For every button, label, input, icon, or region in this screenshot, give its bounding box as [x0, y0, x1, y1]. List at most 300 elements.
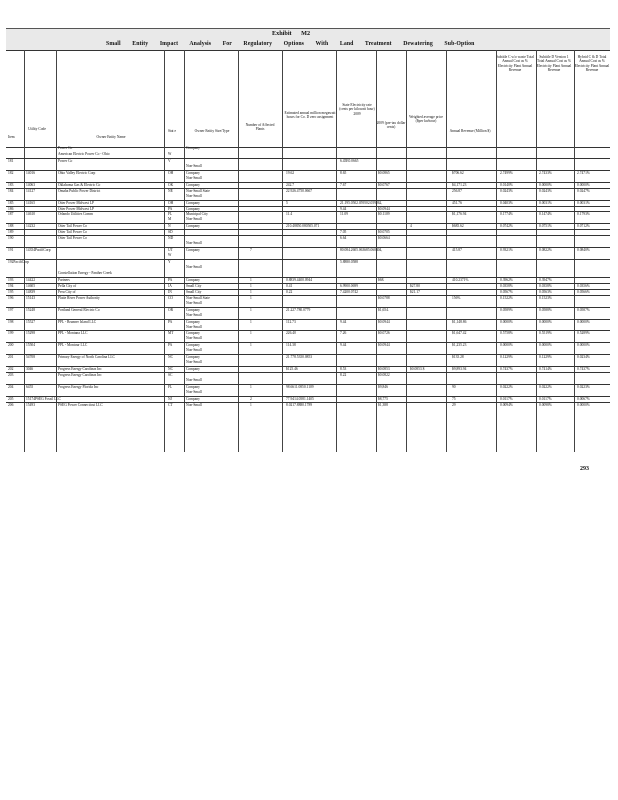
cell-rate: 6.45E0.0665	[340, 158, 359, 163]
table-header	[6, 50, 610, 148]
cell-mwh: $125.46	[286, 367, 298, 372]
cell-state: OR	[168, 307, 173, 312]
cell-h: 0.0000%	[577, 343, 590, 348]
cell-name: American Electric Power Co - Ohio	[58, 151, 110, 156]
cell-code: 15493	[26, 402, 35, 407]
cell-rate: 7.4200.0742	[340, 289, 358, 294]
cell-name: Progress Energy Carolinas Inc	[58, 373, 102, 378]
cell-size: Small City	[186, 283, 202, 288]
table-row	[6, 235, 610, 241]
divider	[282, 50, 283, 452]
cell-name: Pella City of	[58, 283, 77, 288]
cell-c: 0.0358%	[500, 283, 513, 288]
divider	[336, 50, 337, 452]
cell-item: 194	[8, 283, 14, 288]
cell-item: 188	[8, 224, 14, 229]
cell-h: 0.5289%	[577, 331, 590, 336]
cell-plants: 1	[250, 283, 252, 288]
cell-d: 0.0358%	[539, 283, 552, 288]
cell-size: Non-Small	[186, 389, 202, 394]
cell-c: 0.0140%	[500, 182, 513, 187]
cell-name: Peru City of	[58, 289, 76, 294]
cell-code: 14063	[26, 182, 35, 187]
cell-state: V	[168, 158, 171, 163]
cell-state: IA	[168, 283, 172, 288]
cell-state: UT	[168, 248, 173, 253]
header-weighted-price: Weighted average price ($per kwhour)	[409, 115, 443, 124]
cell-item: 205	[8, 396, 14, 401]
cell-rev: 75	[452, 396, 456, 401]
cell-item: 181	[8, 158, 14, 163]
table-row	[6, 182, 610, 187]
cell-item: 186	[8, 206, 14, 211]
cell-h: 0.0067%	[577, 396, 590, 401]
cell-item: 204	[8, 385, 14, 389]
cell-item: 202	[8, 367, 14, 372]
title-band	[6, 28, 610, 51]
cell-code: 15504	[26, 343, 35, 348]
cell-mwh: 0.22	[286, 289, 293, 294]
cell-wp: 4	[410, 224, 412, 229]
table-row	[6, 366, 610, 372]
cell-size: Non-Small	[186, 348, 202, 353]
cell-d: 0.1523%	[539, 295, 552, 300]
cell-item: 187	[8, 212, 14, 217]
cell-rate: 7.67	[340, 182, 347, 187]
cell-item: 198	[8, 319, 14, 324]
cell-rev: $135.28	[452, 355, 464, 360]
cell-pre: $0.0767	[378, 182, 390, 187]
cell-rate: 7.05	[340, 230, 347, 235]
cell-plants: 1	[250, 295, 252, 300]
cell-rate: 9.44	[340, 206, 347, 211]
cell-state: NC	[168, 355, 173, 360]
cell-h: 0.0587%	[577, 307, 590, 312]
cell-name: PPL - Montour LLC	[58, 343, 88, 348]
cell-state: NE	[168, 188, 173, 193]
table-row	[6, 402, 610, 407]
cell-size: Company	[186, 277, 200, 282]
table-row	[6, 295, 610, 300]
table-row	[6, 354, 610, 360]
cell-state: CO	[168, 295, 173, 300]
page-number: 293	[580, 466, 589, 472]
cell-state: FL	[168, 385, 173, 389]
cell-name: Progress Energy Florida Inc	[58, 385, 99, 389]
cell-size: Non-Small	[186, 378, 202, 383]
cell-c: 0.0403%	[500, 200, 513, 205]
cell-name: Orlando Utilities Comm	[58, 212, 93, 217]
cell-state: ND	[168, 236, 174, 241]
divider	[184, 50, 185, 452]
cell-d: 0.7414%	[539, 367, 552, 372]
cell-plants: 1	[250, 289, 252, 294]
cell-pre: $68.	[378, 277, 385, 282]
cell-mwh: 242.7	[286, 182, 295, 187]
cell-plants: 1	[250, 331, 252, 336]
cell-size: Non-Small	[186, 300, 202, 305]
cell-item: 199	[8, 331, 14, 336]
cell-size: Non-Small	[186, 163, 202, 168]
header-owner-size: Owner Entity Size/Type	[194, 129, 230, 133]
cell-item: 197	[8, 307, 14, 312]
table-row	[6, 223, 610, 229]
table-row	[6, 283, 610, 288]
cell-rev: $1,176.94	[452, 212, 467, 217]
table-row	[6, 170, 610, 175]
table-row	[6, 289, 610, 294]
cell-mwh: 210.48850.080505.071	[286, 224, 320, 229]
cell-code: 54708	[26, 355, 35, 360]
table-row	[6, 206, 610, 211]
cell-pre: $0.0822	[378, 373, 390, 378]
cell-name: Otter Tail Power Co	[58, 236, 87, 241]
cell-state: Y	[168, 260, 171, 265]
cell-h: 0.0000%	[577, 402, 590, 407]
divider	[24, 50, 25, 452]
cell-item: 203	[8, 373, 14, 378]
cell-plants: 1	[250, 385, 252, 389]
exhibit-subtitle: Small Entity Impact Analysis For Regulatory Options With Land Treatment Dewatering Sub-Option	[106, 41, 475, 47]
table-row	[6, 188, 610, 193]
cell-name: Oklahoma Gas & Electric Co	[58, 182, 101, 187]
cell-item: 185	[8, 200, 14, 205]
table-row	[6, 259, 610, 265]
header-owner-name: Owner Entity Name	[96, 135, 126, 139]
cell-pre: $0.0726	[378, 331, 390, 336]
cell-d: 0.1229%	[539, 355, 552, 360]
cell-rev: $1,235.23	[452, 343, 467, 348]
cell-state: PA	[168, 277, 173, 282]
cell-pre: $9,846	[378, 385, 388, 389]
cell-d: 0.0243%	[539, 188, 552, 193]
cell-c: 0.0243%	[500, 188, 513, 193]
cell-h: 0.0000%	[577, 319, 590, 324]
cell-state: FL	[168, 212, 173, 217]
cell-mwh: 77.9414.0581.1405	[286, 396, 314, 401]
cell-code: 14839	[26, 289, 35, 294]
cell-state: CT	[168, 402, 173, 407]
cell-state: NC	[168, 367, 173, 372]
cell-size: Company	[186, 170, 200, 175]
cell-size: Non-Small	[186, 265, 202, 269]
cell-plants: 1	[250, 343, 252, 348]
cell-rev: $685.62	[452, 224, 464, 229]
divider	[446, 50, 447, 452]
cell-name: Power Co	[58, 146, 73, 150]
cell-size: Company	[186, 396, 200, 401]
cell-state: SC	[168, 373, 173, 378]
cell-c: 0.0589%	[500, 307, 513, 312]
header-subtitle-d: Subtitle D Version 1 Total Annual Cost as % Electricity Plant Annual Revenue	[536, 55, 572, 72]
table-row	[6, 200, 610, 205]
cell-size: Company	[186, 385, 200, 389]
cell-d: 0.0098%	[539, 402, 552, 407]
cell-rate: 21.195.0502.059502.059262,	[340, 200, 383, 205]
cell-size: Company	[186, 367, 200, 372]
cell-d: 0.0000%	[539, 182, 552, 187]
cell-code: 14016	[26, 170, 35, 175]
cell-c: 0.0000%	[500, 343, 513, 348]
cell-name: Otter Power Midwest LP	[58, 200, 95, 205]
cell-c: 0.1774%	[500, 212, 513, 217]
cell-rate: 5.8880.0588	[340, 260, 358, 265]
cell-h: 0.0234%	[577, 355, 590, 360]
table-row	[6, 277, 610, 282]
cell-code: 15527	[26, 319, 35, 324]
cell-c: 0.1522%	[500, 295, 513, 300]
cell-item: 189	[8, 230, 14, 235]
cell-state: NJ	[168, 396, 172, 401]
cell-rate: 6.64	[340, 236, 347, 241]
cell-rate: 11.09	[340, 212, 348, 217]
cell-pre: $0.0944	[378, 319, 390, 324]
table-row	[6, 211, 610, 217]
cell-h: 0.0356%	[577, 283, 590, 288]
cell-item: 190	[8, 236, 14, 241]
header-hybrid: Hybrid C & D Total Annual Cost as % Electricity Plant Annual Revenue	[574, 55, 610, 72]
cell-item: 200	[8, 343, 14, 348]
header-affected-plants: Number of Affected Plants	[245, 123, 275, 132]
cell-item: 193	[8, 277, 14, 282]
cell-h: 0.0712%	[577, 224, 590, 229]
cell-d: 0.0031%	[539, 200, 552, 205]
table-row	[6, 372, 610, 378]
cell-c: 0.5758%	[500, 331, 513, 336]
cell-d: 0.3947%	[539, 277, 552, 282]
cell-size: Non-Small	[186, 402, 202, 407]
header-pre-tax: 2009 (pre-tax dollar cents)	[376, 121, 406, 130]
cell-state: SD	[168, 230, 173, 235]
cell-pre: $1,388	[378, 402, 388, 407]
cell-size: Non-Small	[186, 312, 202, 317]
cell-state: MT	[168, 331, 174, 336]
cell-name: Partners	[58, 277, 70, 282]
exhibit-page	[6, 28, 610, 472]
divider	[574, 50, 575, 452]
cell-pre: $0.0944	[378, 206, 390, 211]
cell-size: Non-Small	[186, 175, 202, 180]
cell-item: 191	[8, 248, 14, 253]
cell-plants: 1	[250, 319, 252, 324]
cell-d: 0.0117%	[539, 396, 552, 401]
cell-size: Company	[186, 307, 200, 312]
cell-name: Constellation Energy - Panther Creek	[58, 270, 112, 275]
cell-d: 0.0751%	[539, 224, 552, 229]
cell-code: 14354PacifiCorp	[26, 248, 51, 253]
cell-size: Company	[186, 331, 200, 336]
cell-pre: $0.0788	[378, 295, 390, 300]
cell-h: 0.7437%	[577, 367, 590, 372]
cell-rev: $4,171.23	[452, 182, 467, 187]
cell-state: W	[168, 253, 172, 258]
cell-mwh: 22.926.4750.0667	[286, 188, 313, 193]
cell-d: 0.0000%	[539, 343, 552, 348]
cell-size: Non-Small	[186, 360, 202, 365]
cell-rev: 451.76	[452, 200, 462, 205]
cell-size: Company	[186, 206, 200, 211]
cell-d: 0.1474%	[539, 212, 552, 217]
cell-code: 3046	[26, 367, 34, 372]
divider	[164, 50, 165, 452]
cell-c: 0.0742%	[500, 224, 513, 229]
cell-code: 15298	[26, 331, 35, 336]
cell-pre: $8,775	[378, 396, 388, 401]
cell-size: Company	[186, 343, 200, 348]
cell-code: 14422	[26, 277, 35, 282]
cell-rev: 415.87	[452, 248, 462, 253]
header-subtitle-c: Subtitle C w/o waste Total Annual Cost as % Electricity Plant Annual Revenue	[496, 55, 535, 72]
cell-wp: $0.0853 $	[410, 367, 425, 372]
table-row	[6, 158, 610, 163]
cell-code: 14232	[26, 224, 35, 229]
cell-mwh: 11.4	[286, 212, 293, 217]
cell-code: 15174PSEG Fossil LLC	[26, 396, 61, 401]
table-row	[6, 342, 610, 348]
cell-size: Non-Small	[186, 217, 202, 222]
divider	[406, 50, 407, 452]
cell-h: 0.1793%	[577, 212, 590, 217]
cell-c: 0.9321%	[500, 248, 513, 253]
cell-name: Progress Energy Carolinas Inc	[58, 367, 102, 372]
cell-name: Portland General Electric Co	[58, 307, 100, 312]
cell-mwh: 0.8839.4400.0944	[286, 277, 313, 282]
cell-rev: 29	[452, 402, 456, 407]
table-row	[6, 384, 610, 389]
cell-size: Company	[186, 182, 200, 187]
header-state: Stat e	[167, 129, 177, 133]
divider	[496, 50, 497, 452]
cell-item: 206	[8, 402, 14, 407]
cell-size: Non-Small	[186, 241, 202, 246]
cell-name: Otter Tail Power Co	[58, 224, 87, 229]
cell-c: 0.1229%	[500, 355, 513, 360]
cell-c: 2.7499%	[500, 170, 513, 175]
cell-name: PSEG Power Connecticut LLC	[58, 402, 103, 407]
cell-rev: $706.62	[452, 170, 464, 175]
cell-item: 184	[8, 188, 14, 193]
cell-name: PPL - Montana LLC	[58, 331, 88, 336]
cell-code: 14127	[26, 188, 35, 193]
cell-rate: 80.084.2605.063685.060404,	[340, 248, 383, 253]
cell-size: Non-Small	[186, 336, 202, 341]
divider	[536, 50, 537, 452]
cell-size: Non-Small	[186, 193, 202, 198]
header-mwh: Estimated annual million megawatt hours for Co. D zero assignment	[284, 111, 336, 120]
cell-size: Company	[186, 224, 200, 229]
cell-size: Company	[186, 319, 200, 324]
table-row	[6, 396, 610, 401]
cell-name: PPL - Brunner Island LLC	[58, 319, 97, 324]
cell-item: 183	[8, 182, 14, 187]
cell-c: 0.0094%	[500, 402, 513, 407]
cell-plants: 1	[250, 307, 252, 312]
cell-mwh: 0.41	[286, 283, 293, 288]
cell-name: Primary Energy of North Carolina LLC	[58, 355, 115, 360]
cell-code: 14605	[26, 283, 35, 288]
cell-name: Ohio Valley Electric Corp	[58, 170, 96, 175]
cell-rev: $1,647.42	[452, 331, 467, 336]
cell-d: 0.0000%	[539, 319, 552, 324]
table-row	[6, 330, 610, 336]
cell-mwh: 19.62	[286, 170, 295, 175]
cell-c: 0.3962%	[500, 277, 513, 282]
header-utility-code: Utility Code	[28, 127, 46, 131]
cell-plants: 1	[250, 277, 252, 282]
cell-pre: $0.0664	[378, 236, 390, 241]
cell-state: W	[168, 151, 172, 156]
cell-size: Small City	[186, 289, 202, 294]
table-row	[6, 229, 610, 235]
cell-item: 196	[8, 295, 14, 300]
cell-rate: 9.44	[340, 343, 347, 348]
cell-pre: $0.0865	[378, 170, 390, 175]
cell-code: 14165	[26, 200, 35, 205]
cell-mwh: 112.73	[286, 319, 296, 324]
cell-mwh: 98.6611.0850.1109	[286, 385, 314, 389]
cell-rate: 6.9900.0699	[340, 283, 358, 288]
cell-c: 0.0000%	[500, 319, 513, 324]
cell-state: OH	[168, 200, 174, 205]
cell-rate: 8.65	[340, 170, 347, 175]
cell-pre: $0.1109	[378, 212, 390, 217]
cell-wp: $27.80	[410, 283, 420, 288]
cell-size: Non-Small State	[186, 188, 210, 193]
cell-plants: 1	[250, 402, 252, 407]
cell-h: 0.0840%	[577, 248, 590, 253]
cell-c: 0.0117%	[500, 396, 513, 401]
header-item: Item	[8, 135, 15, 139]
cell-state: IN	[168, 289, 172, 294]
cell-state: OH	[168, 170, 174, 175]
cell-code: 6455	[26, 385, 34, 389]
cell-state: M	[168, 217, 172, 222]
header-elec-rate: State Electricity rate (cents per kilowatt hour) 2009	[339, 103, 375, 116]
cell-code: 14610	[26, 212, 35, 217]
cell-name: Platte River Power Authority	[58, 295, 100, 300]
cell-name: Otter Tail Power Co	[58, 230, 87, 235]
cell-size: Company	[186, 248, 200, 253]
table-row	[6, 307, 610, 312]
cell-mwh: 5	[286, 200, 288, 205]
cell-d: 0.0822%	[539, 248, 552, 253]
cell-size: Non-Small	[186, 324, 202, 329]
cell-pre: $1,654.	[378, 307, 389, 312]
cell-pre: $0.0853	[378, 367, 390, 372]
cell-h: 0.0031%	[577, 200, 590, 205]
cell-h: 0.0247%	[577, 188, 590, 193]
cell-code: 15248	[26, 307, 35, 312]
cell-size: Company	[186, 200, 200, 205]
table-row	[6, 247, 610, 253]
cell-rev: $1,148.86	[452, 319, 467, 324]
divider	[56, 50, 57, 452]
cell-state: PA	[168, 343, 173, 348]
cell-name: Omaha Public Power District	[58, 188, 101, 193]
header-annual-revenue: Annual Revenue (Million $)	[449, 129, 491, 133]
exhibit-title: Exhibit M2	[272, 30, 311, 37]
cell-size: Municipal City	[186, 212, 208, 217]
cell-rev: 156%	[452, 295, 461, 300]
cell-d: 0.0222%	[539, 385, 552, 389]
cell-h: 0.0223%	[577, 385, 590, 389]
cell-item: 195	[8, 289, 14, 294]
cell-c: 0.7437%	[500, 367, 513, 372]
cell-state: PA	[168, 319, 173, 324]
cell-c: 0.0567%	[500, 289, 513, 294]
cell-name: Otter Power Midwest LP	[58, 206, 95, 211]
cell-rate: 9.44	[340, 319, 347, 324]
